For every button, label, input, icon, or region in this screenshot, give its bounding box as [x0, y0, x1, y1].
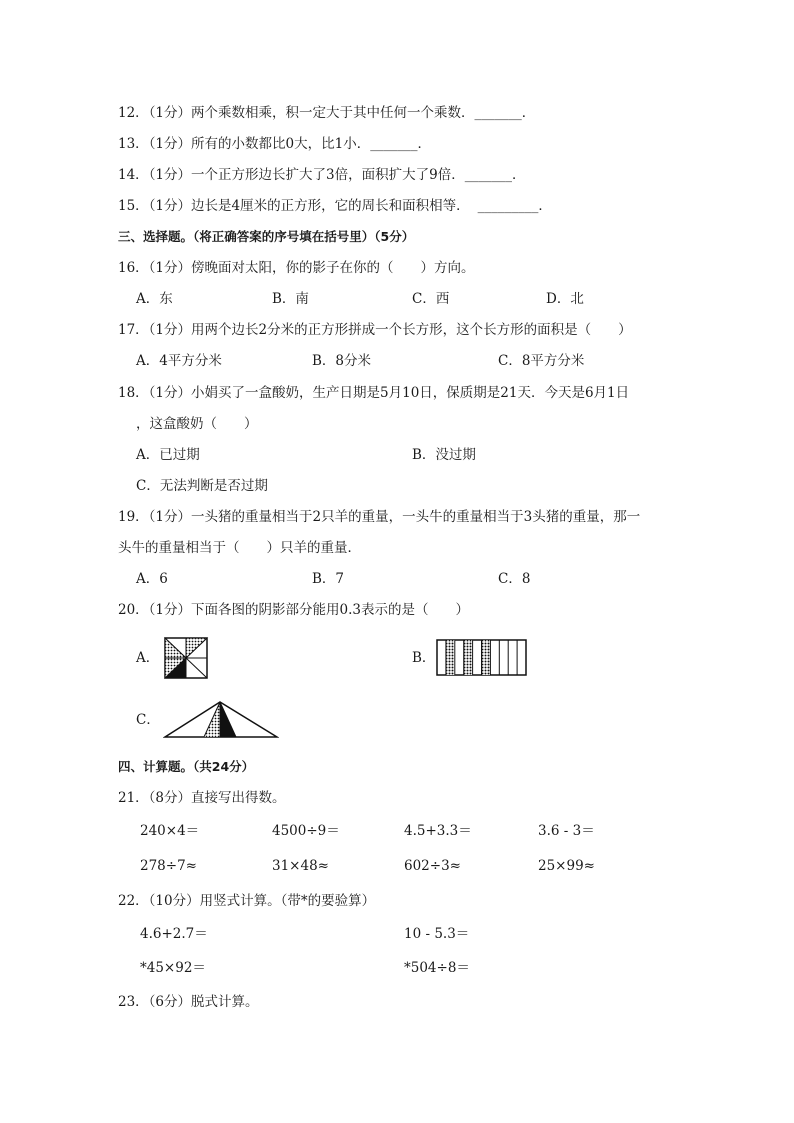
calc-item: 278÷7≈ — [140, 858, 197, 874]
calc-item: *504÷8＝ — [404, 960, 470, 976]
option-a[interactable]: A． — [136, 650, 160, 666]
option-b[interactable]: B． — [412, 650, 436, 666]
section-heading-calculation: 四、计算题。（共24分） — [118, 759, 255, 774]
question-22-stem: 22．（10分）用竖式计算。（带*的要验算） — [118, 893, 376, 909]
calc-item: 10 - 5.3＝ — [404, 926, 470, 942]
calc-item: 4500÷9＝ — [272, 823, 340, 839]
triangle-figure-c — [163, 699, 279, 739]
option-c[interactable]: C．西 — [412, 291, 450, 307]
option-d[interactable]: D．北 — [546, 291, 584, 307]
calc-item: *45×92＝ — [140, 960, 206, 976]
question-number: 15． — [118, 198, 149, 214]
question-text: 所有的小数都比0大，比1小． — [191, 136, 371, 152]
calc-item: 31×48≈ — [272, 858, 329, 874]
question-text: 边长是4厘米的正方形，它的周长和面积相等． — [191, 198, 470, 214]
question-18-stem-continued: ，这盒酸奶（ ） — [136, 416, 258, 432]
calc-item: 240×4＝ — [140, 823, 200, 839]
option-c[interactable]: C．8 — [498, 571, 531, 587]
question-13 — [118, 135, 431, 153]
question-19-stem: 19．（1分）一头猪的重量相当于2只羊的重量，一头牛的重量相当于3头猪的重量，那一 — [118, 509, 641, 525]
answer-blank[interactable]: _______． — [370, 136, 431, 152]
calc-item: 602÷3≈ — [404, 858, 461, 874]
calc-item: 3.6 - 3＝ — [538, 823, 595, 839]
square-figure-a — [164, 637, 210, 680]
question-12 — [118, 104, 535, 122]
question-15 — [118, 197, 552, 215]
question-number: 13． — [118, 136, 149, 152]
question-18-stem: 18．（1分）小娟买了一盒酸奶，生产日期是5月10日，保质期是21天．今天是6月1日 — [118, 385, 630, 401]
option-c[interactable]: C．8平方分米 — [498, 353, 585, 369]
option-c[interactable]: C．无法判断是否过期 — [136, 478, 268, 494]
answer-blank[interactable]: _________． — [477, 198, 552, 214]
option-b[interactable]: B．7 — [312, 571, 345, 587]
question-20-stem: 20．（1分）下面各图的阴影部分能用0.3表示的是（ ） — [118, 602, 469, 618]
question-16-stem: 16．（1分）傍晚面对太阳，你的影子在你的（ ）方向。 — [118, 260, 475, 276]
option-a[interactable]: A．6 — [136, 571, 168, 587]
question-number: 14． — [118, 167, 149, 183]
option-a[interactable]: A．已过期 — [136, 447, 200, 463]
question-text: 一个正方形边长扩大了3倍，面积扩大了9倍． — [191, 167, 465, 183]
option-b[interactable]: B．没过期 — [412, 447, 476, 463]
question-text: 两个乘数相乘，积一定大于其中任何一个乘数． — [191, 105, 475, 121]
option-b[interactable]: B．8分米 — [312, 353, 372, 369]
calc-item: 4.6+2.7＝ — [140, 926, 208, 942]
question-21-stem: 21．（8分）直接写出得数。 — [118, 790, 286, 806]
question-19-stem-continued: 头牛的重量相当于（ ）只羊的重量． — [118, 540, 361, 556]
calc-item: 25×99≈ — [538, 858, 595, 874]
option-c[interactable]: C． — [136, 712, 160, 728]
section-heading-choice: 三、选择题。（将正确答案的序号填在括号里）（5分） — [118, 229, 415, 244]
calc-item: 4.5+3.3＝ — [404, 823, 472, 839]
question-23-stem: 23．（6分）脱式计算。 — [118, 994, 259, 1010]
option-a[interactable]: A．4平方分米 — [136, 353, 222, 369]
option-a[interactable]: A．东 — [136, 291, 173, 307]
answer-blank[interactable]: _______． — [464, 167, 526, 183]
option-b[interactable]: B．南 — [272, 291, 309, 307]
question-score: （1分） — [148, 105, 192, 121]
question-14 — [118, 166, 525, 184]
question-number: 12． — [118, 105, 149, 121]
question-17-stem: 17．（1分）用两个边长2分米的正方形拼成一个长方形，这个长方形的面积是（ ） — [118, 322, 632, 338]
question-score: （1分） — [148, 198, 192, 214]
question-score: （1分） — [148, 136, 192, 152]
question-score: （1分） — [148, 167, 192, 183]
striped-rectangle-figure-b — [436, 639, 528, 677]
answer-blank[interactable]: _______． — [474, 105, 536, 121]
